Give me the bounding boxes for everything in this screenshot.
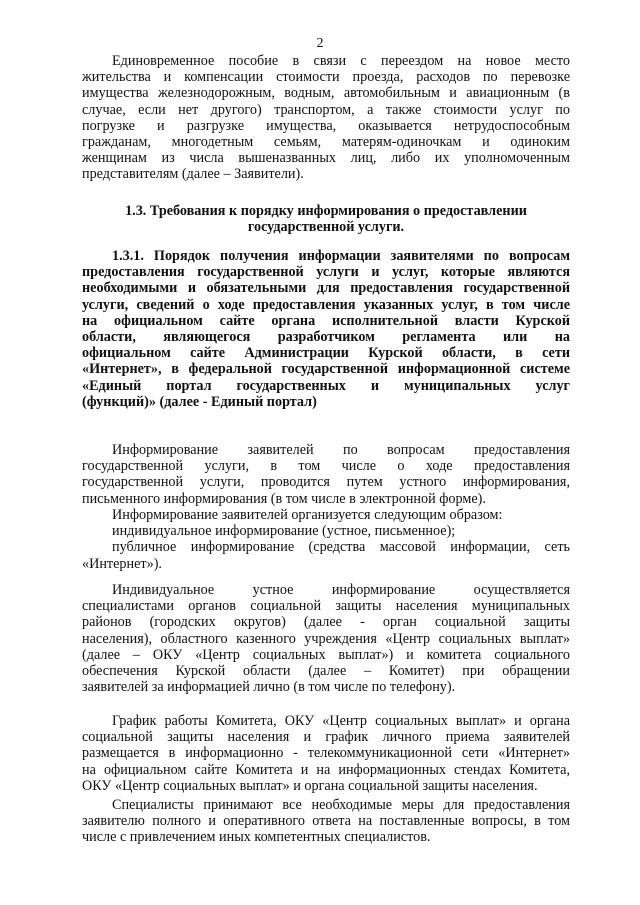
text-line: специалистами органов социальной защиты населения муниципальных (82, 598, 570, 615)
text-line: Информирование заявителей по вопросам предоставления (112, 442, 570, 458)
text-line: социальной защиты населения и график личного приема заявителей (82, 729, 570, 746)
text-line: имущества железнодорожным, водным, автомобильным и авиационным (в (82, 85, 570, 102)
heading-line: услуги, сведений о ходе предоставления указанных услуг, в том числе (82, 296, 570, 313)
heading-line: государственной услуги. (247, 219, 405, 236)
heading-line: «Интернет», в федеральной государственной информационной системе (82, 361, 570, 378)
paragraph-specialists (82, 797, 570, 846)
text-line: женщинам из числа вышеназванных лиц, либо их уполномоченным (82, 150, 570, 167)
text-line: Индивидуальное устное информирование осуществляется (112, 582, 570, 598)
paragraph-individual-informing (82, 582, 570, 695)
text-line: населения), областного казенного учреждения «Центр социальных выплат» (82, 630, 570, 647)
heading-line: на официальном сайте органа исполнительной власти Курской (82, 312, 570, 329)
section-heading-1-3 (82, 203, 570, 235)
text-line: заявителю полного и оперативного ответа на поставленные вопросы, в том (82, 813, 570, 830)
text-line: ОКУ «Центр социальных выплат» и органа социальной защиты населения. (82, 777, 538, 794)
heading-line: области, являющегося разработчиком регламента или на (82, 328, 570, 345)
paragraph-allowance (82, 53, 570, 183)
heading-line: предоставления государственной услуги и услуг, которые являются (82, 264, 570, 281)
text-line: заявителей за информацией лично (в том числе по телефону). (82, 679, 456, 696)
text-line: обеспечения Курской области (далее – Комитет) при обращении (82, 662, 570, 679)
text-line: гражданам, многодетным семьям, матерям-одиночкам и одиноким (82, 133, 570, 150)
text-line: государственной услуги, проводится путем устного информирования, (82, 474, 570, 491)
paragraph-informing-ways (82, 507, 570, 572)
text-line: представителям (далее – Заявители). (82, 166, 304, 183)
paragraph-informing (82, 442, 570, 507)
heading-line: «Единый портал государственных и муниципальных услуг (82, 377, 570, 394)
text-line: государственной услуги, в том числе о ходе предоставления (82, 458, 570, 475)
text-line: размещается в информационно - телекоммуникационной сети «Интернет» (82, 745, 570, 762)
text-line: Специалисты принимают все необходимые меры для предоставления (112, 797, 570, 813)
text-line: районов (городских округов) (далее - орган социальной защиты (82, 614, 570, 631)
section-heading-1-3-1 (82, 248, 570, 410)
heading-line: необходимыми и обязательными для предоставления государственной (82, 280, 570, 297)
text-line: жительства и компенсации стоимости проезда, расходов по перевозке (82, 69, 570, 86)
heading-line: 1.3.1. Порядок получения информации заявителями по вопросам (112, 248, 570, 264)
text-line: письменного информирования (в том числе в электронной форме). (82, 490, 486, 507)
page-number: 2 (316, 36, 324, 51)
text-line: погрузке и разгрузке имущества, оказывается нетрудоспособным (82, 117, 570, 134)
text-line: График работы Комитета, ОКУ «Центр социальных выплат» и органа (112, 713, 570, 729)
text-line: индивидуальное информирование (устное, письменное); (112, 523, 456, 540)
text-line: Информирование заявителей организуется следующим образом: (112, 507, 503, 523)
paragraph-schedule (82, 713, 570, 794)
text-line: на официальном сайте Комитета и на информационных стендах Комитета, (82, 761, 570, 778)
text-line: «Интернет»). (82, 555, 162, 572)
text-line: (далее – ОКУ «Центр социальных выплат») и комитета социального (82, 646, 570, 663)
heading-line: официальном сайте Администрации Курской области, в сети (82, 345, 570, 362)
text-line: числе с привлечением иных компетентных специалистов. (82, 829, 431, 846)
heading-line: 1.3. Требования к порядку информирования о предоставлении (125, 203, 527, 219)
text-line: публичное информирование (средства массовой информации, сеть (112, 539, 570, 556)
heading-line: (функций)» (далее - Единый портал) (82, 393, 317, 410)
text-line: случае, если нет другого) транспортом, а также стоимости услуг по (82, 101, 570, 118)
text-line: Единовременное пособие в связи с переездом на новое место (112, 53, 570, 69)
